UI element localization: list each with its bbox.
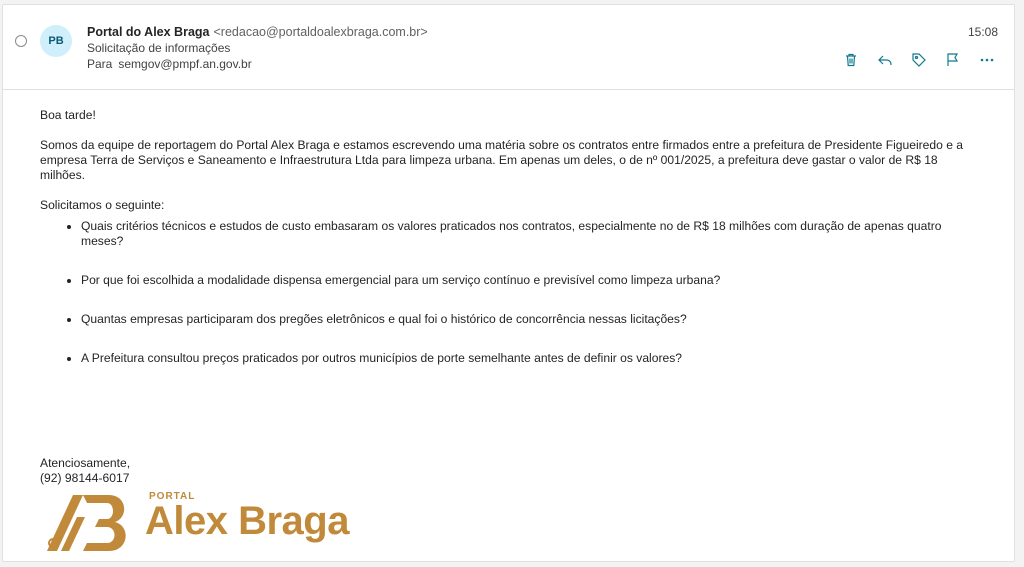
question-list [40,219,980,366]
list-item: • Quantas empresas participaram dos pregões eletrônicos e qual foi o histórico de concorrência nessas licitações? [81,312,980,327]
logo-brand-text: Alex Braga [145,499,349,543]
phone-number: (92) 98144-6017 [40,471,130,485]
more-button[interactable] [976,49,998,71]
list-item: • Por que foi escolhida a modalidade dispensa emergencial para um serviço contínuo e previsível como limpeza urbana? [81,273,980,288]
recipient-line [87,57,252,71]
action-toolbar [840,49,998,71]
recipient-email[interactable]: semgov@pmpf.an.gov.br [118,57,252,71]
signoff-text: Atenciosamente, [40,456,131,470]
portal-alex-braga-logo [43,491,388,553]
reply-button[interactable] [874,49,896,71]
select-radio[interactable] [15,35,27,47]
sender-email[interactable]: <redacao@portaldoalexbraga.com.br> [213,25,428,39]
sender-line [87,25,428,39]
reply-icon [877,52,893,68]
avatar[interactable]: PB [40,25,72,57]
request-intro: Solicitamos o seguinte: [40,198,165,212]
email-body [40,108,980,366]
trash-icon [843,52,859,68]
email-time: 15:08 [967,25,998,39]
email-reading-pane [2,4,1015,562]
email-header [3,5,1014,90]
more-icon [979,52,995,68]
list-item: • A Prefeitura consultou preços praticados por outros municípios de porte semelhante antes de definir os valores? [81,351,980,366]
flag-button[interactable] [942,49,964,71]
to-label: Para [87,57,113,71]
body-paragraph: Somos da equipe de reportagem do Portal Alex Braga e estamos escrevendo uma matéria sobre os contratos entre firmados entre a prefeitura de Presidente Figueiredo e a empresa Terra de Serviços e Saneamento e Infraestrutura Ltda para limpeza urbana. Em apenas um deles, o de nº 001/2025, a prefeitura deve gastar o valor de R$ 18 milhões. [40,138,964,182]
tag-icon [911,52,927,68]
logo-portal-text: PORTAL [149,491,196,502]
tag-button[interactable] [908,49,930,71]
email-subject: Solicitação de informações [87,41,231,55]
flag-icon [945,52,961,68]
signature [40,456,130,486]
ab-logo-mark-icon [43,491,139,553]
list-item: • Quais critérios técnicos e estudos de custo embasaram os valores praticados nos contratos, especialmente no de R$ 18 milhões com duração de apenas quatro meses? [81,219,980,249]
sender-name[interactable]: Portal do Alex Braga [87,25,210,39]
delete-button[interactable] [840,49,862,71]
greeting: Boa tarde! [40,108,96,122]
